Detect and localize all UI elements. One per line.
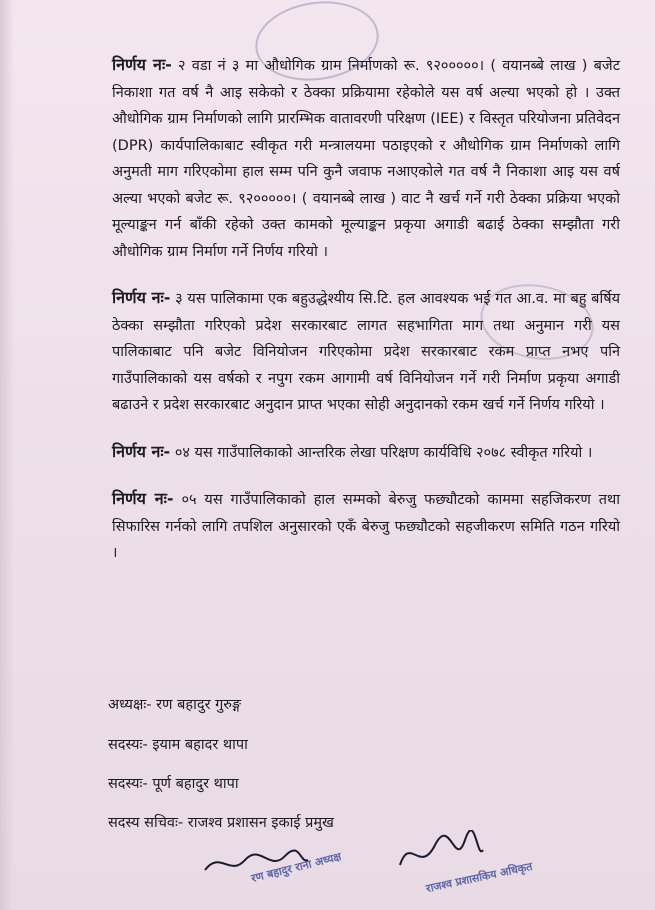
signature-seal-right: राजश्व प्रशासकिय अधिकृत <box>424 859 534 896</box>
decision-2: निर्णय नः- २ वडा नं ३ मा औधोगिक ग्राम निर्माणको रू. ९२०००००। ( वयानब्बे लाख ) बजेट निकाशा गत वर्ष नै आइ सकेको र ठेक्का प्रक्रियामा रहेकोले यस वर्ष अल्या भएको हो । उक्त औधोगिक ग्राम निर्माणको लागि प्रारम्भिक वातावरणी परिक्षण (IEE) र विस्तृत परियोजना प्रतिवेदन (DPR) कार्यपालिकाबाट स्वीकृत गरी मन्त्रालयमा पठाइएको र औधोगिक ग्राम निर्माणको लागि अनुमती माग गरिएकोमा हाल सम्म पनि कुनै जवाफ नआएकोले गत वर्ष नै निकाशा आइ यस वर्ष अल्या भएको बजेट रू. ९२०००००। ( वयानब्बे लाख ) वाट नै खर्च गर्ने गरी ठेक्का प्रक्रिया भएको मूल्याङ्कन गर्न बाँकी रहेको उक्त कामको मूल्याङ्कन प्रकृया अगाडी बढाई ठेक्का सम्झौता गरी औधोगिक ग्राम निर्माण गर्ने निर्णय गरियो । <box>112 55 621 260</box>
decision-5: निर्णय नः- ०५ यस गाउँपालिकाको हाल सम्मको बेरुजु फछ्यौटको काममा सहजिकरण तथा सिफारिस गर्नको लागि तपशिल अनुसारको एकँ बेरुजु फछ्यौटको सहजीकरण समिति गठन गरियो । <box>112 489 621 561</box>
decision-3: निर्णय नः- ३ यस पालिकामा एक बहुउद्धेश्यीय सि.टि. हल आवश्यक भई गत आ.व. मा बहु बर्षिय ठेक्का सम्झौता गरिएको प्रदेश सरकारबाट लागत सहभागिता माग तथा अनुमान गरी यस पालिकाबाट पनि बजेट विनियोजन गरिएकोमा प्रदेश सरकारबाट रकम प्राप्त नभए पनि गाउँपालिकाको यस वर्षको र नपुग रकम आगामी वर्ष विनियोजन गर्ने गरी निर्माण प्रकृया अगाडी बढाउने र प्रदेश सरकारबाट अनुदान प्राप्त भएका सोही अनुदानको रकम खर्च गर्ने निर्णय गरियो । <box>112 288 621 413</box>
decision-4: निर्णय नः- ०४ यस गाउँपालिकाको आन्तरिक लेखा परिक्षण कार्यविधि २०७८ स्वीकृत गरियो । <box>112 441 593 461</box>
committee-chair: अध्यक्षः- रण बहादुर गुरुङ्ग <box>108 697 242 713</box>
signature-seal-left: रण बहादुर राना अध्यक्ष <box>249 850 343 885</box>
committee-member-1: सदस्यः- इयाम बहादर थापा <box>108 737 248 753</box>
committee-secretary: सदस्य सचिवः- राजश्व प्रशासन इकाई प्रमुख <box>108 815 334 831</box>
page-shadow-edge <box>0 0 14 910</box>
decision-list <box>112 52 620 587</box>
committee-member-2: सदस्यः- पूर्ण बहादुर थापा <box>108 776 239 792</box>
